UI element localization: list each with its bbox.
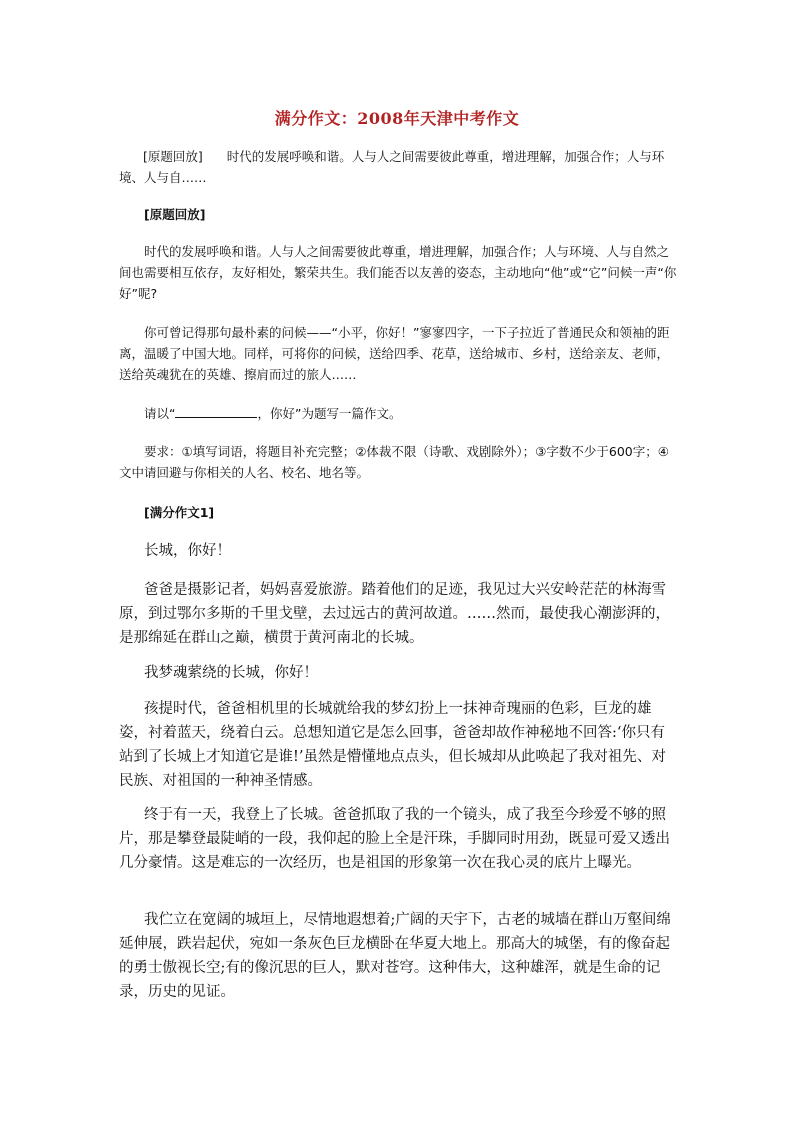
prompt-instruction-start: 请以“ xyxy=(144,406,176,421)
fill-in-blank xyxy=(175,405,257,418)
essay-paragraph-5: 我伫立在宽阔的城垣上，尽情地遐想着;广阔的天宇下，古老的城墙在群山万壑间绵延伸展，跌岩起伏，宛如一条灰色巨龙横卧在华夏大地上。那高大的城堡，有的像奋起的勇士傲视长空;有的像沉思的巨人，默对苍穹。这种伟大，这种雄浑，就是生命的记录，历史的见证。 xyxy=(119,912,671,1000)
essay-paragraph-3: 孩提时代，爸爸相机里的长城就给我的梦幻扮上一抹神奇瑰丽的色彩，巨龙的雄姿，衬着蓝天，绕着白云。总想知道它是怎么回事，爸爸却故作神秘地不回答:‘你只有站到了长城上才知道它是谁!’虽然是懵懂地点点头，但长城却从此唤起了我对祖先、对民族、对祖国的一种神圣情感。 xyxy=(119,701,666,789)
summary-label: [原题回放] xyxy=(143,149,203,164)
summary-text: 时代的发展呼唤和谐。人与人之间需要彼此尊重，增进理解，加强合作；人与环境、人与自…… xyxy=(119,149,665,185)
prompt-paragraph-1: 时代的发展呼唤和谐。人与人之间需要彼此尊重，增进理解，加强合作；人与环境、人与自然之间也需要相互依存，友好相处，繁荣共生。我们能否以友善的姿态，主动地向“他”或“它”问候一声“你好”呢? xyxy=(119,244,677,301)
essay-heading: [满分作文1] xyxy=(144,505,215,520)
prompt-requirements: 要求：①填写词语，将题目补充完整；②体裁不限（诗歌、戏剧除外）；③字数不少于600字；④文中请回避与你相关的人名、校名、地名等。 xyxy=(119,444,669,480)
prompt-paragraph-3 xyxy=(119,403,679,424)
page-title: 满分作文：2008年天津中考作文 xyxy=(274,109,520,128)
prompt-instruction-end: ，你好”为题写一篇作文。 xyxy=(257,406,402,421)
prompt-heading: [原题回放] xyxy=(144,207,206,222)
essay-title: 长城，你好！ xyxy=(144,543,231,559)
essay-paragraph-1: 爸爸是摄影记者，妈妈喜爱旅游。踏着他们的足迹，我见过大兴安岭茫茫的林海雪原，到过鄂尔多斯的千里戈壁，去过远古的黄河故道。……然而，最使我心潮澎湃的，是那绵延在群山之巅，横贯于黄河南北的长城。 xyxy=(119,582,670,646)
essay-paragraph-4: 终于有一天，我登上了长城。爸爸抓取了我的一个镜头，成了我至今珍爱不够的照片，那是攀登最陡峭的一段，我仰起的脸上全是汗珠，手脚同时用劲，既显可爱又透出几分豪情。这是难忘的一次经历，也是祖国的形象第一次在我心灵的底片上曝光。 xyxy=(119,807,670,871)
essay-paragraph-2: 我梦魂萦绕的长城，你好！ xyxy=(144,665,318,681)
prompt-paragraph-2: 你可曾记得那句最朴素的问候——“小平，你好！”寥寥四字，一下子拉近了普通民众和领袖的距离，温暖了中国大地。同样，可将你的问候，送给四季、花草，送给城市、乡村，送给亲友、老师，送给英魂犹在的英雄、擦肩而过的旅人…… xyxy=(119,325,670,382)
summary-paragraph xyxy=(119,146,679,188)
